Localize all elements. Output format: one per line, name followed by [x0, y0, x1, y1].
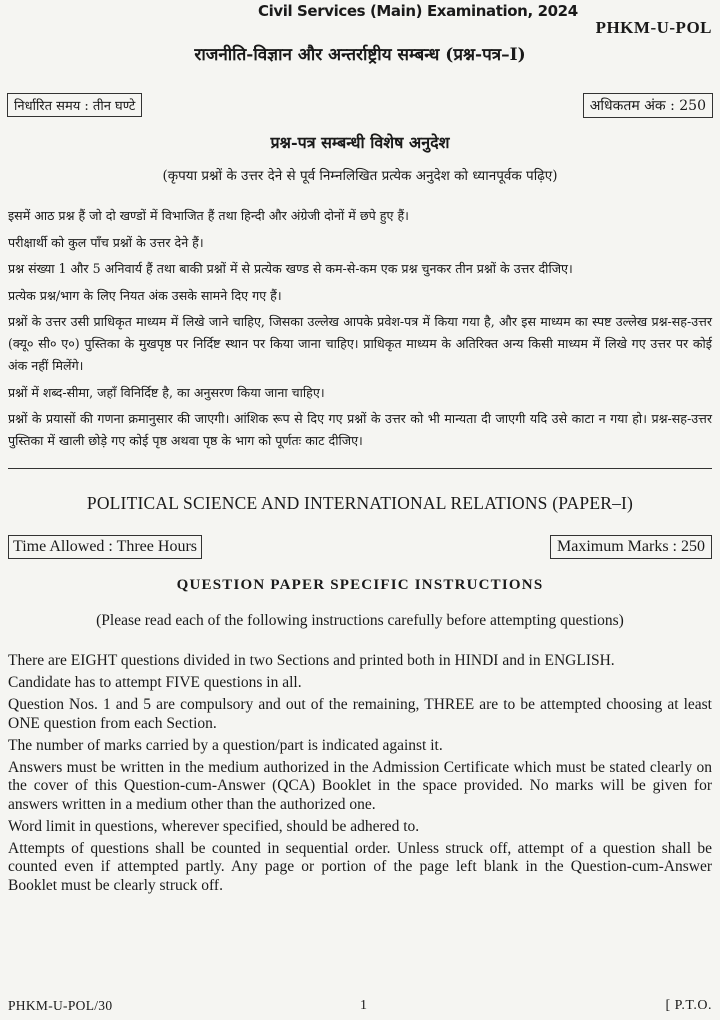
english-instruction: Question Nos. 1 and 5 are compulsory and out of the remaining, THREE are to be attempted choosing at least ONE question from each Section.	[8, 695, 712, 732]
hindi-time-allowed: निर्धारित समय : तीन घण्टे	[7, 93, 142, 117]
english-time-allowed: Time Allowed : Three Hours	[8, 535, 202, 559]
hindi-max-marks: अधिकतम अंक : 250	[583, 93, 713, 118]
hindi-instructions	[8, 205, 712, 457]
english-paper-title: POLITICAL SCIENCE AND INTERNATIONAL RELATIONS (PAPER–I)	[86, 493, 634, 513]
hindi-instructions-subheading: (कृपया प्रश्नों के उत्तर देने से पूर्व निम्नलिखित प्रत्येक अनुदेश को ध्यानपूर्वक पढ़िए)	[162, 168, 558, 184]
english-instruction: Answers must be written in the medium authorized in the Admission Certificate which must be stated clearly on the cover of this Question-cum-Answer (QCA) Booklet in the space provided. No marks will be given for answers written in a medium other than the authorized one.	[8, 758, 712, 813]
english-instructions-subheading: (Please read each of the following instructions carefully before attempting questions)	[96, 612, 624, 629]
english-instruction: There are EIGHT questions divided in two Sections and printed both in HINDI and in ENGLISH.	[8, 652, 615, 669]
hindi-instruction: प्रत्येक प्रश्न/भाग के लिए नियत अंक उसके सामने दिए गए हैं।	[8, 287, 282, 303]
hindi-instruction: प्रश्न संख्या 1 और 5 अनिवार्य हैं तथा बाकी प्रश्नों में से प्रत्येक खण्ड से कम-से-कम एक प्रश्न चुनकर तीन प्रश्नों के उत्तर दीजिए।	[8, 261, 573, 276]
hindi-paper-title: राजनीति-विज्ञान और अन्तर्राष्ट्रीय सम्बन्ध (प्रश्न-पत्र–I)	[194, 45, 526, 65]
english-instruction: The number of marks carried by a question/part is indicated against it.	[8, 736, 443, 754]
english-instructions	[8, 652, 712, 899]
english-instruction: Word limit in questions, wherever specified, should be adhered to.	[8, 817, 420, 835]
hindi-instruction: प्रश्नों में शब्द-सीमा, जहाँ विनिर्दिष्ट है, का अनुसरण किया जाना चाहिए।	[8, 384, 325, 400]
hindi-instruction: प्रश्नों के प्रयासों की गणना क्रमानुसार की जाएगी। आंशिक रूप से दिए गए प्रश्नों के उत्तर को भी मान्यता दी जाएगी यदि उसे काटा न गया हो। प्रश्न-सह-उत्तर पुस्तिका में खाली छोड़े गए कोई पृष्ठ अथवा पृष्ठ के भाग को पूर्णतः काट दीजिए।	[8, 411, 712, 448]
section-divider	[8, 468, 712, 469]
exam-name: Civil Services (Main) Examination, 2024	[258, 2, 578, 20]
hindi-instruction: परीक्षार्थी को कुल पाँच प्रश्नों के उत्तर देने हैं।	[8, 234, 204, 250]
english-max-marks: Maximum Marks : 250	[550, 535, 712, 559]
paper-code: PHKM-U-POL	[595, 18, 712, 37]
footer-paper-code: PHKM-U-POL/30	[8, 998, 113, 1013]
hindi-instructions-heading: प्रश्न-पत्र सम्बन्धी विशेष अनुदेश	[270, 133, 450, 152]
page-number: 1	[360, 998, 367, 1013]
english-instructions-heading: QUESTION PAPER SPECIFIC INSTRUCTIONS	[176, 577, 544, 593]
hindi-instruction: इसमें आठ प्रश्न हैं जो दो खण्डों में विभाजित हैं तथा हिन्दी और अंग्रेजी दोनों में छपे हुए हैं।	[8, 208, 409, 223]
hindi-instruction: प्रश्नों के उत्तर उसी प्राधिकृत माध्यम में लिखे जाने चाहिए, जिसका उल्लेख आपके प्रवेश-पत्र में किया गया है, और इस माध्यम का स्पष्ट उल्लेख प्रश्न-सह-उत्तर (क्यू० सी० ए०) पुस्तिका के मुखपृष्ठ पर निर्दिष्ट स्थान पर किया जाना चाहिए। प्राधिकृत माध्यम के अतिरिक्त अन्य किसी माध्यम में लिखे गए उत्तर पर कोई अंक नहीं मिलेंगे।	[8, 314, 712, 373]
please-turn-over: [ P.T.O.	[665, 998, 712, 1013]
english-instruction: Attempts of questions shall be counted in sequential order. Unless struck off, attempt of a question shall be counted even if attempted partly. Any page or portion of the page left blank in the Question-cum-Answer Booklet must be clearly struck off.	[8, 839, 712, 894]
english-instruction: Candidate has to attempt FIVE questions in all.	[8, 673, 302, 691]
